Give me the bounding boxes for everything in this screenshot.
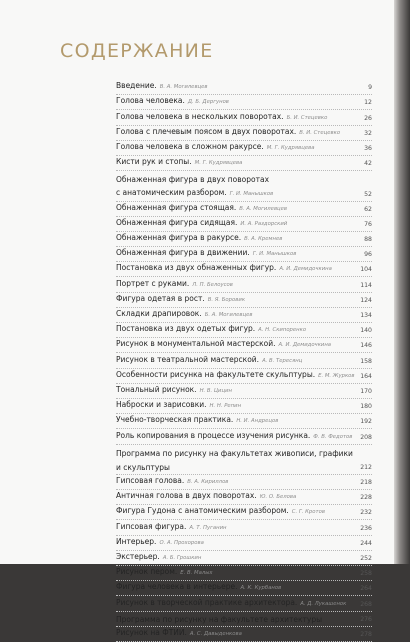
page-title: СОДЕРЖАНИЕ <box>60 40 214 62</box>
toc-entry-author: В. А. Могилевцев <box>159 84 208 91</box>
toc-entry-text <box>116 627 358 641</box>
toc-entry-text <box>116 126 358 140</box>
toc-entry-title: и скульптуры <box>116 462 170 472</box>
toc-entry-text <box>116 399 358 413</box>
toc-entry-title: Фигура человека в интерьере. <box>116 582 238 592</box>
toc-entry-author: Б. А. Могилевцев <box>204 312 253 318</box>
toc-entry-page-number: 252 <box>360 555 372 562</box>
toc-entry-page-number: 228 <box>360 494 372 502</box>
toc-entry-text <box>116 278 358 292</box>
toc-entry-text <box>116 448 358 460</box>
toc-entry-page-number: 104 <box>360 266 372 274</box>
toc-entry <box>116 95 372 110</box>
toc-entry-page-number: 170 <box>360 387 372 395</box>
toc-entry <box>116 445 372 460</box>
toc-entry-text <box>116 262 358 276</box>
toc-entry <box>116 353 372 368</box>
toc-entry-text <box>116 521 358 535</box>
toc-entry-title: Экстерьер. <box>116 552 160 561</box>
toc-entry <box>116 186 372 201</box>
toc-entry-page-number: 140 <box>360 327 372 335</box>
toc-entry-text <box>116 462 358 474</box>
toc-entry-text <box>116 323 358 337</box>
toc-entry-author: А. В. Тересянц <box>262 357 303 364</box>
toc-entry-text <box>116 217 358 231</box>
toc-entry-page-number: 236 <box>360 524 372 532</box>
toc-entry-page-number: 278 <box>360 630 372 638</box>
toc-entry <box>116 338 372 353</box>
toc-entry-page-number <box>358 185 372 186</box>
toc-entry-author: А. И. Демидочкина <box>278 342 332 349</box>
toc-entry-text <box>116 247 358 261</box>
toc-entry <box>116 399 372 414</box>
book-spine-shadow <box>394 0 410 564</box>
toc-entry-page-number: 52 <box>364 190 372 198</box>
toc-entry-page-number: 88 <box>364 236 372 244</box>
toc-entry-title: Рисунок на ФТИИ. <box>116 627 187 637</box>
toc-entry-text <box>116 95 358 109</box>
toc-entry-author: Н. Н. Репин <box>209 403 242 410</box>
toc-entry-author: А. Д. Лукашенок <box>300 600 347 607</box>
toc-entry-author: В. А. Кремнев <box>244 236 283 243</box>
toc-entry-page-number: 26 <box>364 114 372 122</box>
toc-entry-text <box>116 430 358 444</box>
toc-entry-text <box>116 111 358 125</box>
toc-entry-page-number: 32 <box>364 129 372 137</box>
toc-entry-text <box>116 614 358 626</box>
toc-entry-text <box>116 505 358 519</box>
toc-entry-page-number: 9 <box>368 84 372 92</box>
toc-entry <box>116 536 372 551</box>
toc-entry <box>116 293 372 308</box>
toc-entry-text <box>116 174 358 186</box>
toc-entry-title: Учебно-творческая практика. <box>116 415 234 425</box>
toc-entry-author: Д. Б. Дергунов <box>187 99 229 106</box>
toc-entry-text <box>116 551 358 565</box>
toc-entry-author: С. Г. Кротов <box>291 509 325 516</box>
toc-entry-title: Кисти рук и стопы. <box>116 157 192 167</box>
toc-entry-title: Фигура одетая в рост. <box>116 293 205 303</box>
toc-entry <box>116 520 372 535</box>
toc-entry-title: Постановка из двух обнаженных фигур. <box>116 263 277 273</box>
toc-entry <box>116 596 372 611</box>
toc-entry-title: Гипсовая фигура. <box>116 521 187 531</box>
toc-entry-page-number: 12 <box>364 99 372 107</box>
toc-entry <box>116 156 372 171</box>
toc-entry-page-number: 218 <box>360 479 372 487</box>
toc-entry-page-number: 62 <box>364 205 372 213</box>
toc-entry-text <box>116 490 358 504</box>
toc-entry-text <box>116 202 358 216</box>
toc-entry-page-number: 268 <box>360 600 372 608</box>
toc-entry-title: Голова человека. <box>116 96 185 106</box>
toc-entry-title: Складки драпировок. <box>116 309 202 318</box>
toc-entry-page-number: 232 <box>360 509 372 517</box>
toc-entry-page-number: 36 <box>364 144 372 152</box>
toc-entry-title: Обнаженная фигура в движении. <box>116 248 250 258</box>
toc-entry-text <box>116 187 358 201</box>
toc-entry-title: Фигура Гудона с анатомическим разбором. <box>116 506 289 516</box>
toc-entry-title: Голова человека в сложном ракурсе. <box>116 141 264 151</box>
toc-entry-author: Н. И. Андрецов <box>236 418 279 425</box>
toc-entry-page-number: 134 <box>360 312 372 319</box>
toc-entry <box>116 217 372 232</box>
toc-entry <box>116 612 372 627</box>
toc-entry <box>116 232 372 247</box>
toc-entry-author: Ф. В. Федотов <box>313 433 353 440</box>
toc-entry-title: Античная голова в двух поворотах. <box>116 491 257 501</box>
toc-entry-text <box>116 338 358 352</box>
toc-entry-author: Г. И. Манышков <box>252 251 297 258</box>
toc-entry <box>116 323 372 338</box>
toc-entry-title: Особенности рисунка на факультете скульптуры. <box>116 369 316 379</box>
toc-entry-page-number: 164 <box>360 372 372 380</box>
toc-entry-page-number: 212 <box>360 463 372 471</box>
toc-entry-author: Е. В. Малых <box>180 570 213 577</box>
toc-entry-page-number: 180 <box>360 403 372 411</box>
toc-entry-text <box>116 536 358 550</box>
toc-entry-author: В. И. Стецевко <box>299 129 341 136</box>
toc-entry <box>116 414 372 429</box>
toc-entry <box>116 262 372 277</box>
toc-entry <box>116 202 372 217</box>
toc-entry <box>116 627 372 642</box>
toc-entry <box>116 566 372 581</box>
toc-entry-author: Е. М. Журков <box>318 372 355 379</box>
toc-entry-text <box>116 566 358 580</box>
toc-entry-page-number: 258 <box>360 570 372 578</box>
toc-entry-title: Программа по рисунку на факультетах живописи, графики <box>116 448 353 458</box>
toc-entry-author: Л. П. Белоусов <box>192 281 233 288</box>
toc-entry-title: Тональный рисунок. <box>116 384 197 394</box>
toc-entry-title: Голова человека в нескольких поворотах. <box>116 111 284 121</box>
toc-entry-title: Постановка из двух одетых фигур. <box>116 324 256 334</box>
toc-entry-title: Рисунок пером. <box>116 567 178 577</box>
toc-entry-text <box>116 354 358 368</box>
toc-entry-page-number: 276 <box>360 615 372 623</box>
toc-entry <box>116 80 372 95</box>
toc-entry-page-number: 76 <box>364 220 372 228</box>
toc-entry-page-number: 264 <box>360 585 372 593</box>
toc-entry-author: В. Я. Боровик <box>207 296 246 303</box>
toc-entry-text <box>116 581 358 595</box>
toc-entry <box>116 141 372 156</box>
toc-entry <box>116 277 372 292</box>
toc-entry-author: И. А. Раздорский <box>240 220 288 227</box>
toc-entry-title: Роль копирования в процессе изучения рисунка. <box>116 430 311 440</box>
toc-entry <box>116 429 372 444</box>
toc-entry-author: В. А. Кириллов <box>187 479 229 486</box>
toc-entry-text <box>116 80 358 94</box>
toc-entry-title: Гипсовая голова. <box>116 476 185 486</box>
toc-entry-page-number: 114 <box>360 281 372 289</box>
toc-entry-author: А. Б. Грошкин <box>162 555 202 561</box>
toc-entry-author: Н. В. Цицин <box>199 387 232 394</box>
toc-entry <box>116 126 372 141</box>
toc-entry <box>116 308 372 323</box>
toc-entry-title: Наброски и зарисовки. <box>116 400 207 410</box>
table-of-contents <box>116 80 372 642</box>
toc-entry-page-number: 96 <box>364 251 372 259</box>
toc-entry-page-number: 146 <box>360 342 372 350</box>
toc-entry <box>116 475 372 490</box>
toc-entry-title: Обнаженная фигура в двух поворотах <box>116 175 270 185</box>
toc-entry <box>116 490 372 505</box>
toc-entry <box>116 110 372 125</box>
toc-entry <box>116 247 372 262</box>
toc-entry-author: А. Н. Скипоренко <box>258 327 307 334</box>
toc-entry-title: Интерьер. <box>116 536 157 546</box>
toc-entry-author: Г. И. Манышков <box>229 190 274 197</box>
toc-entry-title: Программа по рисунку на факультете архитектуры <box>116 614 323 624</box>
toc-entry-author: А. Т. Пуганин <box>189 524 227 531</box>
toc-entry-text <box>116 475 358 489</box>
toc-entry-author: М. Г. Кудрявцева <box>194 160 243 167</box>
toc-entry-text <box>116 308 358 322</box>
toc-entry-title: Введение. <box>116 81 157 91</box>
toc-entry-author: Б. И. Стецевко <box>286 114 328 121</box>
toc-entry <box>116 581 372 596</box>
toc-entry-title: Портрет с руками. <box>116 278 190 288</box>
toc-entry-author: В. А. Могилевцев <box>239 205 288 212</box>
toc-entry-text <box>116 597 358 611</box>
toc-entry-text <box>116 156 358 170</box>
toc-entry-title: Голова с плечевым поясом в двух поворотах. <box>116 126 297 136</box>
toc-entry-text <box>116 232 358 246</box>
toc-entry-text <box>116 141 358 155</box>
toc-entry-text <box>116 293 358 307</box>
toc-entry-page-number: 208 <box>360 433 372 441</box>
toc-entry-author: А. С. Давыденкова <box>189 630 242 637</box>
toc-entry <box>116 505 372 520</box>
toc-entry <box>116 460 372 475</box>
toc-entry-title: Рисунок в монументальной мастерской. <box>116 339 276 349</box>
toc-entry-page-number <box>358 459 372 460</box>
toc-entry <box>116 369 372 384</box>
toc-entry <box>116 171 372 186</box>
toc-entry-text <box>116 384 358 398</box>
toc-entry-page-number: 124 <box>360 296 372 304</box>
toc-entry-title: Обнаженная фигура в ракурсе. <box>116 233 242 243</box>
toc-entry-author: М. Г. Кудрявцева <box>266 144 315 151</box>
toc-entry-page-number: 42 <box>364 160 372 168</box>
toc-entry <box>116 384 372 399</box>
toc-entry-page-number: 244 <box>360 539 372 547</box>
toc-entry-title: с анатомическим разбором. <box>116 187 227 197</box>
toc-entry-author: Ю. О. Белова <box>259 494 297 501</box>
toc-entry-page-number: 158 <box>360 357 372 365</box>
toc-entry-title: Обнаженная фигура сидящая. <box>116 217 238 227</box>
toc-entry-title: Рисунок в творческой практике архитектора. <box>116 597 298 607</box>
toc-entry-author: А. И. Демидочкина <box>279 266 332 273</box>
toc-entry-text <box>116 414 358 428</box>
toc-entry-text <box>116 369 358 383</box>
toc-entry-author: О. А. Прохорова <box>159 539 204 546</box>
toc-entry-title: Обнаженная фигура стоящая. <box>116 202 237 212</box>
toc-entry-page-number: 192 <box>360 418 372 426</box>
toc-entry-title: Рисунок в театральной мастерской. <box>116 354 260 364</box>
toc-entry-author: А. К. Курбанов <box>240 585 282 592</box>
